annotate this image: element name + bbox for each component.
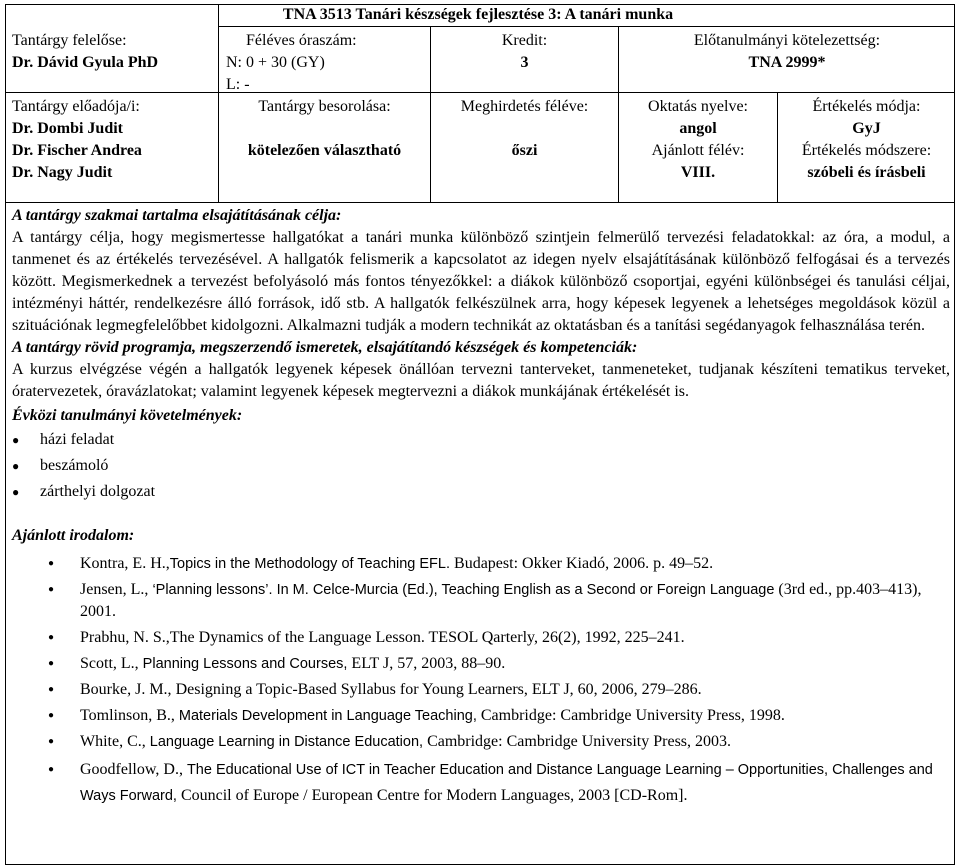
eloadok-label: Tantárgy előadója/i:: [12, 98, 140, 115]
elotanulmanyi-value: TNA 2999*: [748, 54, 826, 71]
ref-author: White, C.,: [80, 733, 150, 750]
oraszam-cell: [226, 30, 426, 96]
ref-publisher: Budapest: Okker Kiadó, 2006. p. 49–52.: [454, 555, 714, 572]
ref-title: Designing a Topic-Based Syllabus for Young Learners,: [175, 681, 528, 698]
cel-heading: A tantárgy szakmai tartalma elsajátításának célja:: [12, 207, 342, 224]
meghirdetes-cell: [431, 96, 618, 162]
ertekeles-modja-value: GyJ: [852, 120, 881, 137]
oraszam-value-2: L: -: [226, 76, 250, 93]
kredit-value: 3: [520, 54, 529, 71]
ref-title: The Educational Use of ICT in Teacher Education and Distance Language Learning – Opportunities, Challenges and Ways Forward,: [80, 762, 933, 804]
irodalom-list: [12, 553, 950, 809]
ref-publisher: (3rd ed., pp.403–413), 2001.: [80, 581, 922, 620]
list-item: [12, 579, 950, 623]
ref-author: Prabhu, N. S.,: [80, 629, 170, 646]
ref-title: The Dynamics of the Language Lesson. TESOL Qarterly, 26(2), 1992, 225–241.: [169, 629, 685, 646]
kredit-cell: [431, 30, 618, 74]
nyelv-cell: [619, 96, 777, 184]
ref-title: Planning Lessons and Courses,: [142, 656, 348, 672]
besorolas-cell: [219, 96, 430, 162]
kovetelmeny-heading: Évközi tanulmányi követelmények:: [12, 407, 243, 424]
ajanlott-felev-value: VIII.: [680, 164, 716, 181]
ref-publisher: ELT J, 60, 2006, 279–286.: [531, 681, 702, 698]
list-item: [12, 627, 950, 649]
list-item: [12, 757, 950, 809]
list-item: [12, 653, 950, 675]
meghirdetes-label: Meghirdetés féléve:: [460, 98, 589, 115]
nyelv-label: Oktatás nyelve:: [648, 98, 748, 115]
ref-author: Jensen, L.,: [80, 581, 153, 598]
course-title: TNA 3513 Tanári készségek fejlesztése 3: A tanári munka: [282, 6, 674, 23]
course-body: [12, 205, 950, 813]
list-item: [12, 705, 950, 727]
eloado-name: Dr. Nagy Judit: [12, 164, 113, 181]
ref-author: Bourke, J. M.,: [80, 681, 176, 698]
oraszam-value-1: N: 0 + 30 (GY): [226, 54, 325, 71]
besorolas-label: Tantárgy besorolása:: [258, 98, 391, 115]
list-item: ● beszámoló: [12, 453, 950, 479]
program-heading: A tantárgy rövid programja, megszerzendő ismeretek, elsajátítandó készségek és kompetenciák:: [12, 339, 638, 356]
ref-title: Language Learning in Distance Education,: [149, 734, 424, 750]
ajanlott-felev-label: Ajánlott félév:: [651, 142, 745, 159]
ref-publisher: Cambridge: Cambridge University Press, 2003.: [427, 733, 732, 750]
list-item: [12, 679, 950, 701]
list-item: [12, 731, 950, 753]
ref-publisher: Cambridge: Cambridge University Press, 1998.: [480, 707, 785, 724]
ertekeles-modszere-value: szóbeli és írásbeli: [807, 164, 926, 181]
header-top-divider: [218, 26, 955, 27]
cel-text: A tantárgy célja, hogy megismertesse hallgatókat a tanári munka különböző szintjein felmerülő tervezési feladatokkal: az óra, a modul, a tanmenet és az értékelés tervezésével. A hallgatók felismerik a kapcsolatot az idegen nyelv elsajátításának különböző felfogásai és a tervezés között. Megismerkednek a tervezést befolyásoló más fontos tényezőkkel: a diákok különböző csoportjai, egyéni különbségei és tanulási céljai, intézményi háttér, rendelkezésre álló források, idő stb. A hallgatók felkészülnek arra, hogy képesek legyenek a lehetséges megoldások közül a szituációnak legmegfelelőbbet kidolgozni. Alkalmazni tudják a modern technikát az oktatásban és a tanítási segédanyagok felhasználása terén.: [12, 229, 950, 334]
ref-author: Scott, L.,: [80, 655, 143, 672]
ref-publisher: ELT J, 57, 2003, 88–90.: [351, 655, 506, 672]
meghirdetes-value: őszi: [511, 142, 538, 159]
ref-title: ‘Planning lessons’. In M. Celce-Murcia (Ed.), Teaching English as a Second or Foreign Language: [152, 582, 775, 598]
nyelv-value: angol: [679, 120, 717, 137]
list-item: ● zárthelyi dolgozat: [12, 479, 950, 505]
eloado-name: Dr. Fischer Andrea: [12, 142, 142, 159]
ref-publisher: Council of Europe / European Centre for Modern Languages, 2003 [CD-Rom].: [180, 787, 688, 804]
felelos-cell: [12, 30, 212, 74]
kredit-label: Kredit:: [501, 32, 548, 49]
besorolas-value: kötelezően választható: [247, 142, 402, 159]
felelos-label: Tantárgy felelőse:: [12, 32, 127, 49]
eloado-name: Dr. Dombi Judit: [12, 120, 123, 137]
felelos-name: Dr. Dávid Gyula PhD: [12, 54, 159, 71]
ertekeles-modszere-label: Értékelés módszere:: [801, 142, 932, 159]
ref-author: Kontra, E. H.,: [80, 555, 170, 572]
header-bottom-divider: [5, 202, 955, 203]
elotanulmanyi-cell: [619, 30, 955, 74]
eloadok-cell: [12, 96, 217, 184]
ref-author: Tomlinson, B.,: [80, 707, 179, 724]
kovetelmeny-list: [12, 427, 950, 505]
program-text: A kurzus elvégzése végén a hallgatók legyenek képesek önállóan tervezni tanterveket, tanmeneteket, tudjanak készíteni tematikus terveket, óratervezetek, óravázlatokat; valamint legyenek képesek megtervezni a diákok munkájának értékelését is.: [12, 361, 950, 400]
header-mid-divider: [5, 92, 955, 93]
list-item: ● házi feladat: [12, 427, 950, 453]
irodalom-heading: Ajánlott irodalom:: [12, 527, 135, 544]
ref-title: Topics in the Methodology of Teaching EFL.: [169, 556, 451, 572]
ref-author: Goodfellow, D.,: [80, 761, 187, 778]
ertekeles-cell: [778, 96, 955, 184]
list-item: [12, 553, 950, 575]
ref-title: Materials Development in Language Teaching,: [178, 708, 477, 724]
elotanulmanyi-label: Előtanulmányi kötelezettség:: [693, 32, 881, 49]
oraszam-label: Féléves óraszám:: [246, 32, 357, 49]
ertekeles-modja-label: Értékelés módja:: [812, 98, 921, 115]
